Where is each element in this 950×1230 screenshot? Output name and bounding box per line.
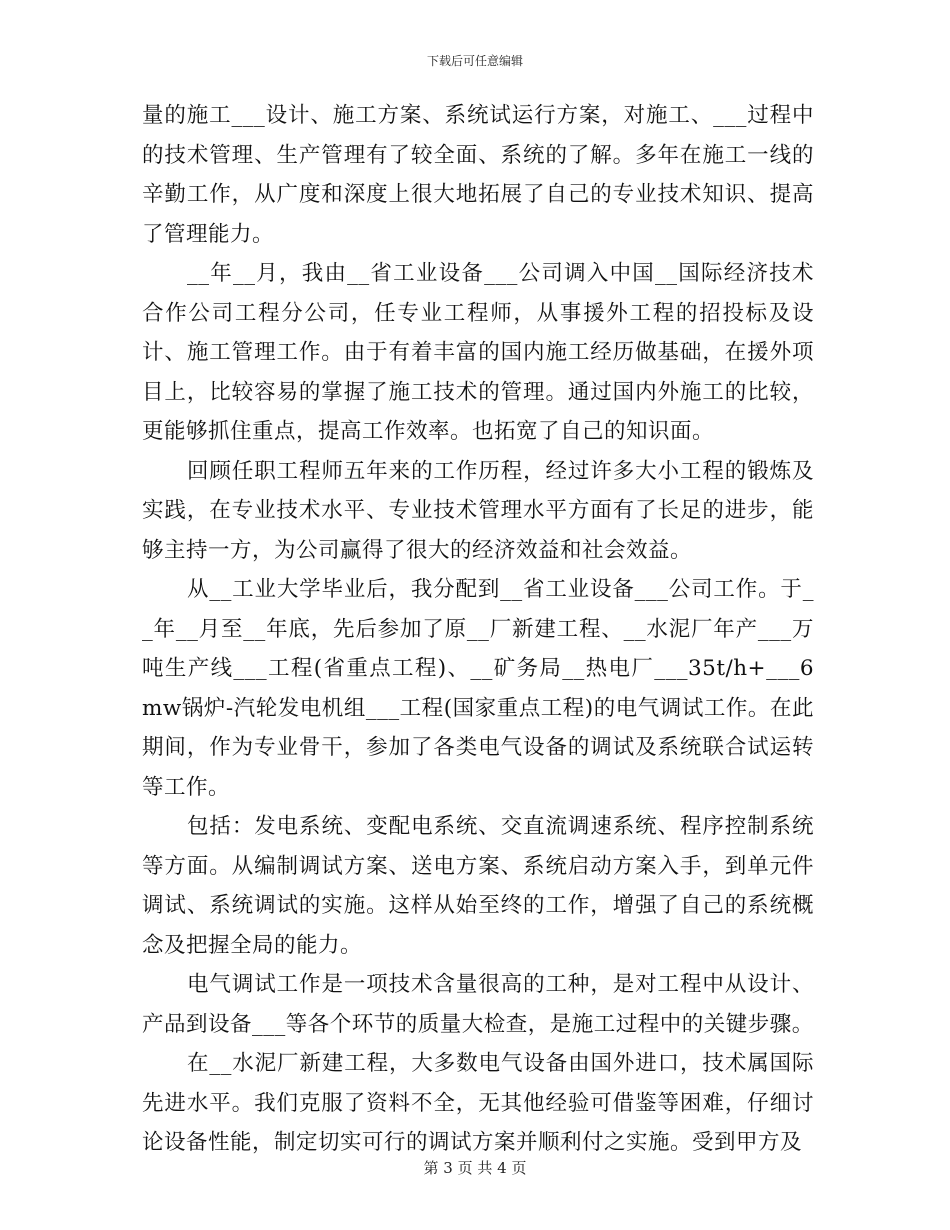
paragraph-1: 量的施工___设计、施工方案、系统试运行方案，对施工、___过程中的技术管理、生产管理有了较全面、系统的了解。多年在施工一线的辛勤工作，从广度和深度上很大地拓展了自己的专业技术知识、提高了管理能力。: [142, 103, 814, 247]
page-footer: 第 3 页 共 4 页: [423, 1159, 527, 1177]
paragraph-3: 回顾任职工程师五年来的工作历程，经过许多大小工程的锻炼及实践，在专业技术水平、专业技术管理水平方面有了长足的进步，能够主持一方，为公司赢得了很大的经济效益和社会效益。: [142, 458, 814, 563]
paragraph-6: 电气调试工作是一项技术含量很高的工种，是对工程中从设计、产品到设备___等各个环节的质量大检查，是施工过程中的关键步骤。: [142, 972, 814, 1037]
paragraph-7: 在__水泥厂新建工程，大多数电气设备由国外进口，技术属国际先进水平。我们克服了资料不全，无其他经验可借鉴等困难，仔细讨论设备性能，制定切实可行的调试方案并顺利付之实施。受到甲方及: [142, 1051, 814, 1155]
paragraph-5: 包括：发电系统、变配电系统、交直流调速系统、程序控制系统等方面。从编制调试方案、送电方案、系统启动方案入手，到单元件调试、系统调试的实施。这样从始至终的工作，增强了自己的系统概念及把握全局的能力。: [142, 814, 814, 958]
paragraph-4: 从__工业大学毕业后，我分配到__省工业设备___公司工作。于__年__月至__年底，先后参加了原__厂新建工程、__水泥厂年产___万吨生产线___工程(省重点工程)、__矿务局__热电厂___35t/h+___6mw锅炉-汽轮发电机组___工程(国家重点工程)的电气调试工作。在此期间，作为专业骨干，参加了各类电气设备的调试及系统联合试运转等工作。: [142, 577, 814, 800]
paragraph-2: __年__月，我由__省工业设备___公司调入中国__国际经济技术合作公司工程分公司，任专业工程师，从事援外工程的招投标及设计、施工管理工作。由于有着丰富的国内施工经历做基础，在援外项目上，比较容易的掌握了施工技术的管理。通过国内外施工的比较，更能够抓住重点，提高工作效率。也拓宽了自己的知识面。: [142, 261, 814, 444]
document-body: [142, 96, 814, 1163]
page-header: 下载后可任意编辑: [426, 54, 523, 68]
